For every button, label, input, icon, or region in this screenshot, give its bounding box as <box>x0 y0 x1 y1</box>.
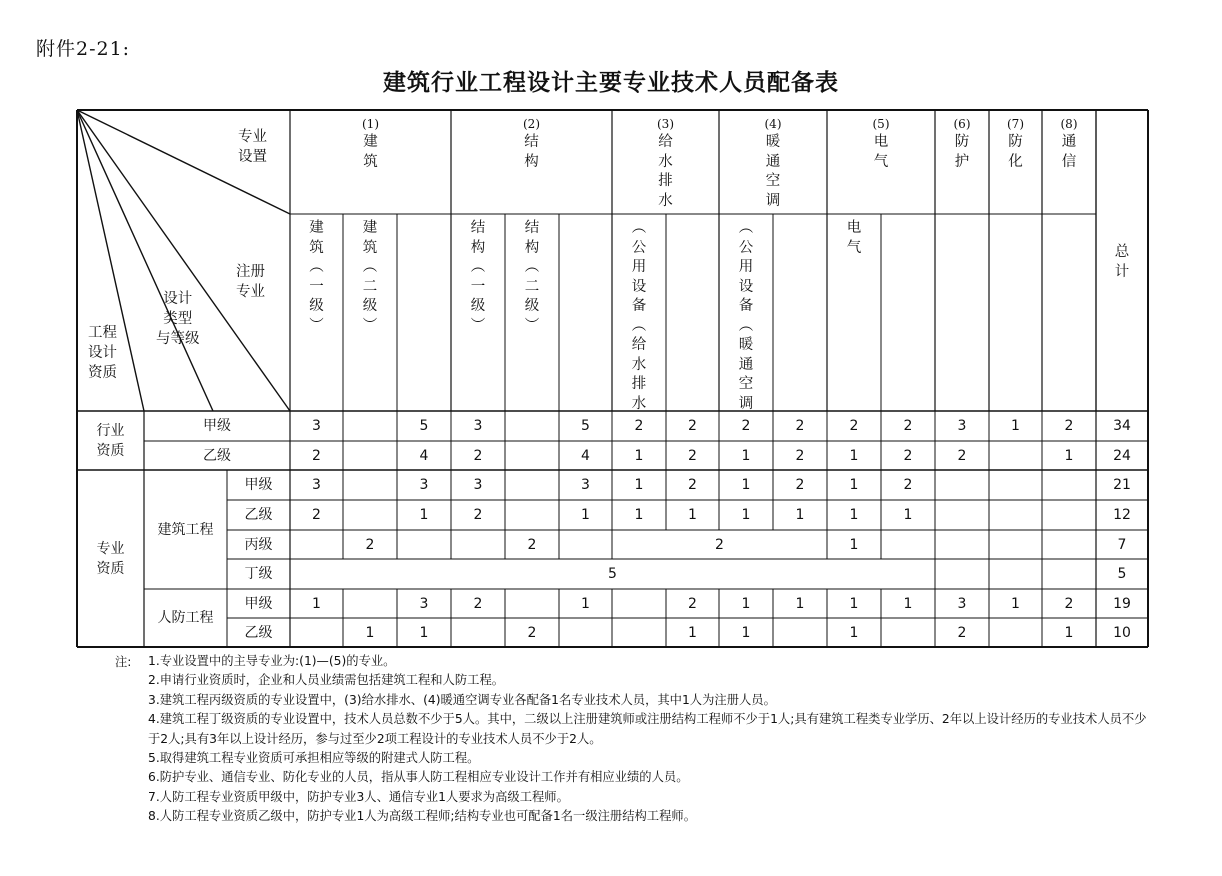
table-cell <box>559 618 612 647</box>
corner-design-type: 设计 类型 与等级 <box>156 291 200 347</box>
table-cell: 1 <box>741 477 751 493</box>
row-label-civil-defense: 人防工程 <box>157 610 214 626</box>
table-cell: 5 <box>608 566 617 582</box>
table-cell: 2 <box>849 418 859 434</box>
row-label-grade: 甲级 <box>203 418 231 434</box>
row-label-grade: 乙级 <box>244 624 273 641</box>
corner-specialty-setting: 专业 设置 <box>238 129 267 165</box>
table-cell: 1 <box>581 507 590 523</box>
note-item: 2.申请行业资质时，企业和人员业绩需包括建筑工程和人防工程。 <box>148 673 505 688</box>
table-cell <box>343 411 397 441</box>
table-cell <box>989 500 1042 530</box>
table-cell: 21 <box>1113 477 1131 493</box>
table-cell <box>559 530 612 559</box>
table-cell <box>881 618 935 647</box>
table-cell: 3 <box>957 418 967 434</box>
table-cell <box>451 618 505 647</box>
table-cell: 2 <box>1064 595 1074 612</box>
table-cell: 1 <box>849 536 859 553</box>
table-cell <box>1042 470 1096 500</box>
table-cell: 2 <box>312 507 321 523</box>
table-cell: 19 <box>1113 595 1131 612</box>
note-item: 1.专业设置中的主导专业为:(1)—(5)的专业。 <box>148 654 396 668</box>
table-cell: 1 <box>688 507 697 523</box>
table-cell <box>935 500 989 530</box>
table-cell: 2 <box>903 447 913 464</box>
row-label-grade: 丙级 <box>244 536 273 553</box>
table-cell: 2 <box>795 477 805 493</box>
row-label-building: 建筑工程 <box>157 521 214 538</box>
table-cell <box>612 589 666 618</box>
table-cell <box>505 500 559 530</box>
table-cell: 3 <box>581 477 590 493</box>
table-cell: 34 <box>1113 418 1131 434</box>
table-cell <box>989 559 1042 589</box>
table-cell <box>935 530 989 559</box>
table-cell: 1 <box>419 507 429 523</box>
table-cell: 2 <box>957 447 967 464</box>
table-cell: 1 <box>849 507 859 523</box>
table-cell: 2 <box>527 536 537 553</box>
group-name: 暖 通 空 调 <box>765 134 781 209</box>
total-header: 总 计 <box>1114 244 1130 280</box>
table-cell: 1 <box>312 595 321 612</box>
subcolumn-label: 电 气 <box>846 220 862 256</box>
corner-registered-specialty: 注册 专业 <box>236 264 265 300</box>
table-cell: 2 <box>527 624 537 641</box>
row-label-professional: 专业 资质 <box>96 540 125 577</box>
table-cell <box>1042 559 1096 589</box>
row-label-grade: 甲级 <box>244 595 273 612</box>
table-cell <box>505 411 559 441</box>
table-cell: 3 <box>312 477 321 493</box>
table-cell: 3 <box>473 477 483 493</box>
table-cell: 1 <box>634 447 644 464</box>
table-cell: 2 <box>903 477 913 493</box>
group-name: 防 化 <box>1008 134 1023 170</box>
table-cell: 7 <box>1117 536 1127 553</box>
row-label-grade: 乙级 <box>203 447 231 464</box>
table-cell: 3 <box>473 418 483 434</box>
table-cell: 4 <box>419 447 429 464</box>
corner-qualification: 工程 设计 资质 <box>88 325 117 381</box>
group-name: 防 护 <box>954 134 970 170</box>
note-item: 5.取得建筑工程专业资质可承担相应等级的附建式人防工程。 <box>148 751 480 766</box>
subcolumn-label: 结 构 ︵ 二 级 ︶ <box>524 220 540 334</box>
table-cell: 2 <box>688 477 697 493</box>
table-cell: 2 <box>365 536 375 553</box>
group-number: (7) <box>1007 117 1024 131</box>
table-cell <box>935 470 989 500</box>
group-name: 给 水 排 水 <box>658 134 673 209</box>
table-cell: 5 <box>581 418 590 434</box>
table-cell: 2 <box>688 447 697 464</box>
table-cell <box>451 530 505 559</box>
subcolumn-label: 建 筑 ︵ 二 级 ︶ <box>362 220 378 334</box>
table-cell <box>505 441 559 470</box>
table-cell: 2 <box>473 447 483 464</box>
table-cell <box>505 589 559 618</box>
row-label-grade: 丁级 <box>244 566 273 582</box>
table-cell: 3 <box>312 418 321 434</box>
note-item: 8.人防工程专业资质乙级中，防护专业1人为高级工程师;结构专业也可配备1名一级注册结构工程师。 <box>148 809 696 824</box>
table-cell <box>290 618 343 647</box>
table-cell <box>343 500 397 530</box>
table-cell: 2 <box>473 507 483 523</box>
table-cell: 10 <box>1113 624 1131 641</box>
table-cell: 2 <box>634 418 644 434</box>
subcolumn-label: ︵ 公 用 设 备 ︵ 给 水 排 水 <box>631 220 647 412</box>
group-name: 电 气 <box>873 134 889 170</box>
group-number: (1) <box>362 117 379 131</box>
group-number: (8) <box>1060 117 1078 131</box>
table-cell: 1 <box>419 624 429 641</box>
table-cell: 2 <box>957 624 967 641</box>
table-cell: 5 <box>419 418 429 434</box>
table-cell <box>1042 500 1096 530</box>
table-cell: 1 <box>741 507 751 523</box>
table-cell: 2 <box>312 447 321 464</box>
table-cell <box>290 530 343 559</box>
group-number: (5) <box>872 117 890 131</box>
table-cell <box>505 470 559 500</box>
table-cell: 2 <box>688 418 697 434</box>
table-cell: 1 <box>365 624 375 641</box>
table-cell: 2 <box>715 536 724 553</box>
table-cell: 1 <box>849 595 859 612</box>
table-cell: 1 <box>634 507 644 523</box>
table-cell: 1 <box>903 507 913 523</box>
table-cell <box>881 530 935 559</box>
table-cell: 1 <box>741 624 751 641</box>
notes-mark: 注: <box>115 655 132 669</box>
table-cell: 2 <box>1064 418 1074 434</box>
table-cell: 1 <box>1064 624 1074 641</box>
note-item: 4.建筑工程丁级资质的专业设置中，技术人员总数不少于5人。其中，二级以上注册建筑师或注册结构工程师不少于1人;具有建筑工程类专业学历、2年以上设计经历的专业技术人员不少于2人;具有3年以上设计经历，参与过至少2项工程设计的专业技术人员不少于2人。 <box>148 712 1147 746</box>
table-cell <box>989 470 1042 500</box>
table-cell: 2 <box>688 595 697 612</box>
table-cell <box>397 530 451 559</box>
table-cell: 2 <box>473 595 483 612</box>
group-number: (6) <box>953 117 971 131</box>
table-cell: 1 <box>849 624 859 641</box>
table-cell: 1 <box>903 595 913 612</box>
table-cell: 1 <box>741 595 751 612</box>
table-cell: 2 <box>903 418 913 434</box>
table-cell: 2 <box>795 418 805 434</box>
table-cell: 1 <box>849 477 859 493</box>
table-cell <box>773 618 827 647</box>
note-item: 7.人防工程专业资质甲级中，防护专业3人、通信专业1人要求为高级工程师。 <box>148 789 569 804</box>
table-cell: 1 <box>795 507 805 523</box>
table-cell <box>989 441 1042 470</box>
attachment-label: 附件2-21: <box>36 38 131 60</box>
subcolumn-label: 建 筑 ︵ 一 级 ︶ <box>309 220 324 334</box>
table-cell: 3 <box>957 595 967 612</box>
table-cell: 1 <box>795 595 805 612</box>
table-cell: 1 <box>1064 447 1074 464</box>
table-cell: 2 <box>795 447 805 464</box>
table-cell <box>343 441 397 470</box>
table-cell: 5 <box>1117 566 1127 582</box>
table-cell: 1 <box>1011 595 1020 612</box>
table-title: 建筑行业工程设计主要专业技术人员配备表 <box>383 70 839 96</box>
table-cell <box>343 470 397 500</box>
note-item: 6.防护专业、通信专业、防化专业的人员，指从事人防工程相应专业设计工作并有相应业绩的人员。 <box>148 770 689 785</box>
note-item: 3.建筑工程丙级资质的专业设置中，(3)给水排水、(4)暖通空调专业各配备1名专业技术人员，其中1人为注册人员。 <box>148 692 776 707</box>
group-name: 结 构 <box>524 134 539 170</box>
table-cell <box>612 618 666 647</box>
notes-list <box>148 652 1150 827</box>
table-cell: 1 <box>1011 418 1020 434</box>
table-cell <box>989 618 1042 647</box>
group-number: (4) <box>764 117 782 131</box>
group-number: (3) <box>657 117 674 131</box>
group-name: 建 筑 <box>363 134 378 170</box>
subcolumn-label: ︵ 公 用 设 备 ︵ 暖 通 空 调 <box>738 220 754 412</box>
table-cell: 1 <box>581 595 590 612</box>
table-cell: 1 <box>741 447 751 464</box>
table-cell <box>1042 530 1096 559</box>
row-label-grade: 甲级 <box>244 477 273 493</box>
table-cell: 4 <box>581 447 590 464</box>
row-label-industry: 行业 资质 <box>96 422 125 459</box>
table-cell: 1 <box>688 624 697 641</box>
table-cell: 3 <box>419 477 429 493</box>
table-cell: 1 <box>849 447 859 464</box>
group-number: (2) <box>523 117 540 131</box>
table-cell: 1 <box>634 477 644 493</box>
table-cell: 3 <box>419 595 429 612</box>
table-cell <box>935 559 989 589</box>
table-cell <box>343 589 397 618</box>
table-cell: 2 <box>741 418 751 434</box>
table-cell: 12 <box>1113 507 1131 523</box>
subcolumn-label: 结 构 ︵ 一 级 ︶ <box>470 220 486 334</box>
row-label-grade: 乙级 <box>244 507 273 523</box>
group-name: 通 信 <box>1061 134 1077 170</box>
table-cell: 24 <box>1113 447 1131 464</box>
table-cell <box>989 530 1042 559</box>
